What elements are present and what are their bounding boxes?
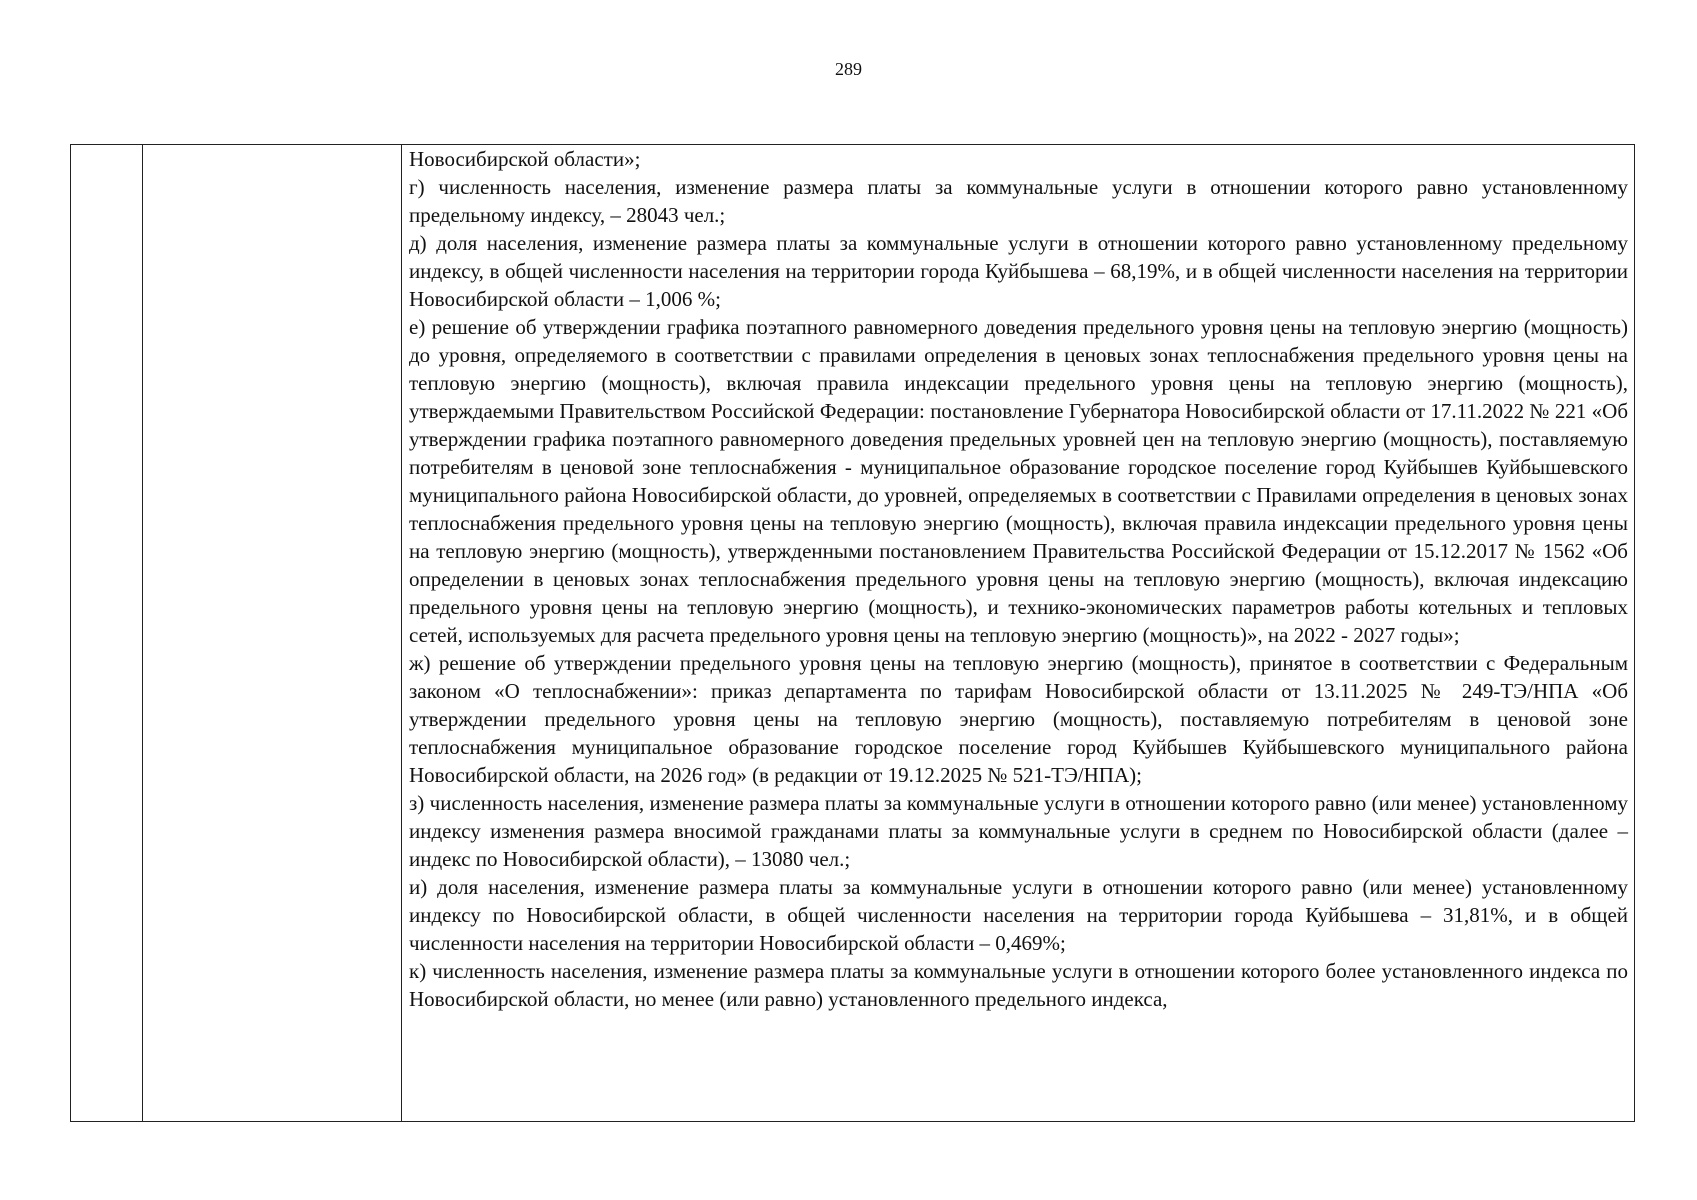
document-table bbox=[70, 144, 1635, 1122]
content-paragraph: и) доля населения, изменение размера платы за коммунальные услуги в отношении которого равно (или менее) установленному индексу по Новосибирской области, в общей численности населения на территории города Куйбышева – 31,81%, и в общей численности населения на территории Новосибирской области – 0,469%; bbox=[409, 875, 1628, 955]
table-column-name bbox=[143, 145, 402, 1121]
table-column-number bbox=[71, 145, 143, 1121]
content-paragraph: Новосибирской области»; bbox=[409, 147, 641, 171]
content-paragraph: е) решение об утверждении графика поэтапного равномерного доведения предельного уровня цены на тепловую энергию (мощность) до уровня, определяемого в соответствии с правилами определения в ценовых зонах теплоснабжения предельного уровня цены на тепловую энергию (мощность), включая правила индексации предельного уровня цены на тепловую энергию (мощность), утверждаемыми Правительством Российской Федерации: постановление Губернатора Новосибирской области от 17.11.2022 № 221 «Об утверждении графика поэтапного равномерного доведения предельных уровней цен на тепловую энергию (мощность), поставляемую потребителям в ценовой зоне теплоснабжения - муниципальное образование городское поселение город Куйбышев Куйбышевского муниципального района Новосибирской области, до уровней, определяемых в соответствии с Правилами определения в ценовых зонах теплоснабжения предельного уровня цены на тепловую энергию (мощность), включая правила индексации предельного уровня цены на тепловую энергию (мощность), утвержденными постановлением Правительства Российской Федерации от 15.12.2017 № 1562 «Об определении в ценовых зонах теплоснабжения предельного уровня цены на тепловую энергию (мощность), включая индексацию предельного уровня цены на тепловую энергию (мощность), и технико-экономических параметров работы котельных и тепловых сетей, используемых для расчета предельного уровня цены на тепловую энергию (мощность)», на 2022 - 2027 годы»; bbox=[409, 315, 1628, 647]
content-paragraph: к) численность населения, изменение размера платы за коммунальные услуги в отношении которого более установленного индекса по Новосибирской области, но менее (или равно) установленного предельного индекса, bbox=[409, 959, 1628, 1011]
content-paragraph: д) доля населения, изменение размера платы за коммунальные услуги в отношении которого равно установленному предельному индексу, в общей численности населения на территории города Куйбышева – 68,19%, и в общей численности населения на территории Новосибирской области – 1,006 %; bbox=[409, 231, 1628, 311]
page-number: 289 bbox=[835, 59, 862, 79]
content-paragraph: г) численность населения, изменение размера платы за коммунальные услуги в отношении которого равно установленному предельному индексу, – 28043 чел.; bbox=[409, 175, 1628, 227]
content-paragraph: з) численность населения, изменение размера платы за коммунальные услуги в отношении которого равно (или менее) установленному индексу изменения размера вносимой гражданами платы за коммунальные услуги в среднем по Новосибирской области (далее – индекс по Новосибирской области), – 13080 чел.; bbox=[409, 791, 1628, 871]
content-paragraph: ж) решение об утверждении предельного уровня цены на тепловую энергию (мощность), принятое в соответствии с Федеральным законом «О теплоснабжении»: приказ департамента по тарифам Новосибирской области от 13.11.2025 № 249-ТЭ/НПА «Об утверждении предельного уровня цены на тепловую энергию (мощность), поставляемую потребителям в ценовой зоне теплоснабжения муниципальное образование городское поселение город Куйбышев Куйбышевского муниципального района Новосибирской области, на 2026 год» (в редакции от 19.12.2025 № 521-ТЭ/НПА); bbox=[409, 651, 1628, 787]
table-column-content bbox=[402, 145, 1634, 1121]
